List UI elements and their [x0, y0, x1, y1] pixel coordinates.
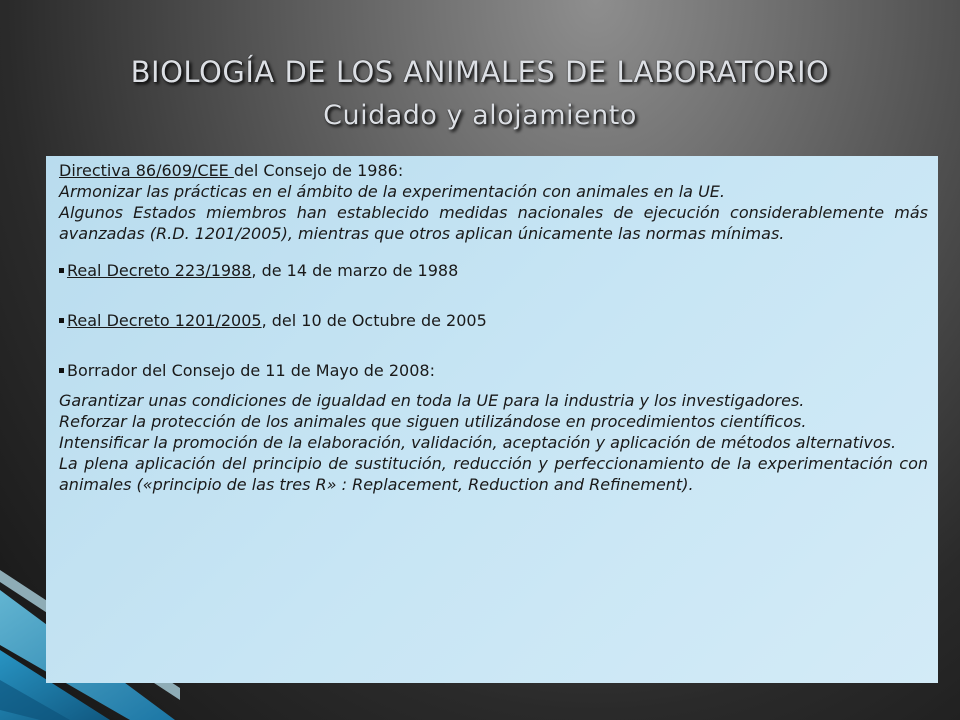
bullet-text: Borrador del Consejo de 11 de Mayo de 2008: [67, 361, 435, 380]
directive-rest: del Consejo de 1986: [233, 161, 404, 180]
bullet-item [59, 360, 928, 381]
draft-point-2: Reforzar la protección de los animales que siguen utilizándose en procedimientos científicos. [59, 412, 807, 431]
bullet-square-icon [59, 368, 64, 373]
title-line-2: Cuidado y alojamiento [323, 100, 637, 131]
bullet-item [59, 260, 928, 281]
directive-heading [59, 160, 928, 181]
bullet-text: , del 10 de Octubre de 2005 [261, 311, 487, 330]
content-box [46, 156, 938, 683]
title-line-1: BIOLOGÍA DE LOS ANIMALES DE LABORATORIO [130, 55, 830, 89]
bullet-link[interactable]: Real Decreto 223/1988 [67, 261, 252, 280]
bullet-item [59, 310, 928, 331]
directive-point-1: Armonizar las prácticas en el ámbito de la experimentación con animales en la UE. [59, 182, 725, 201]
directive-link[interactable]: Directiva 86/609/CEE [59, 161, 234, 180]
draft-point-1: Garantizar unas condiciones de igualdad en toda la UE para la industria y los investigadores. [59, 391, 805, 410]
bullet-square-icon [59, 318, 64, 323]
draft-point-3: Intensificar la promoción de la elaboración, validación, aceptación y aplicación de métodos alternativos. [59, 433, 897, 452]
bullet-link[interactable]: Real Decreto 1201/2005 [67, 311, 262, 330]
draft-point-4: La plena aplicación del principio de sustitución, reducción y perfeccionamiento de la experimentación con animales («principio de las tres R» : Replacement, Reduction and Refinement). [59, 454, 928, 494]
bullet-text: , de 14 de marzo de 1988 [251, 261, 459, 280]
bullet-square-icon [59, 268, 64, 273]
directive-point-2: Algunos Estados miembros han establecido medidas nacionales de ejecución considerablemente más avanzadas (R.D. 1201/2005), mientras que otros aplican únicamente las normas mínimas. [59, 203, 928, 243]
